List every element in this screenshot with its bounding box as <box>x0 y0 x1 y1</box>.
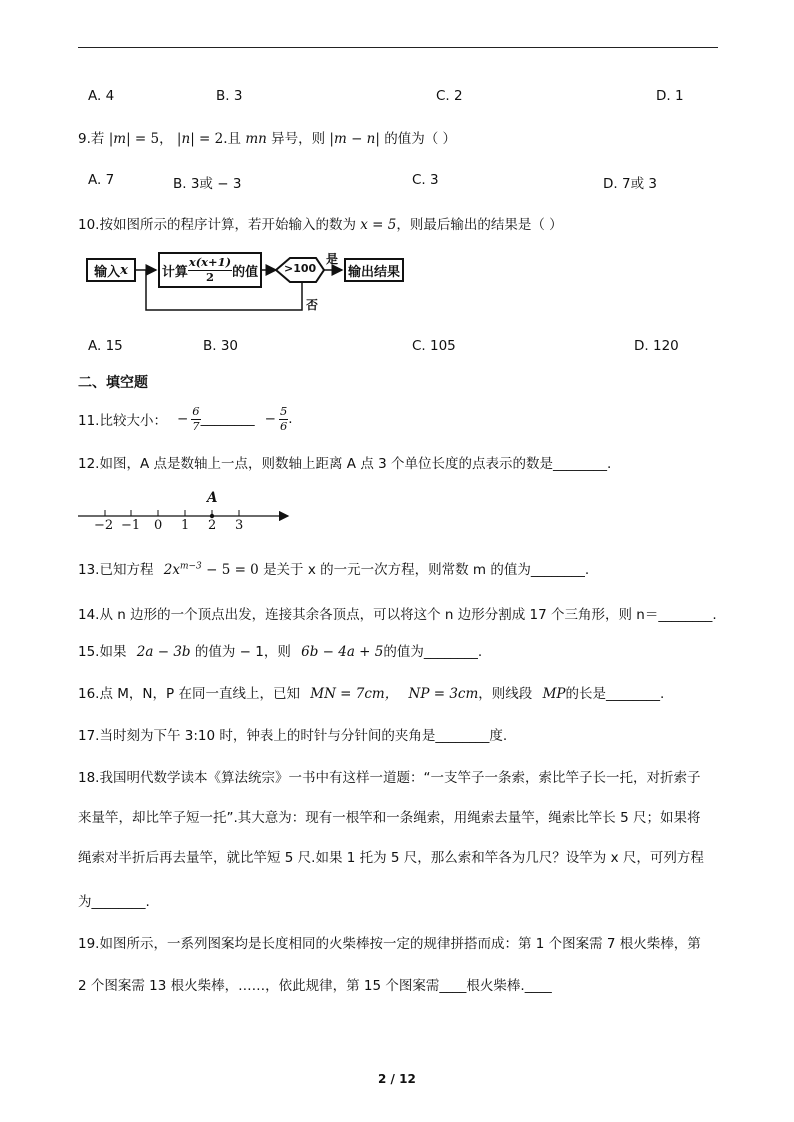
q10-option-b[interactable]: B. 30 <box>203 338 239 354</box>
header-rule <box>78 47 718 48</box>
q10-stem: 10.按如图所示的程序计算，若开始输入的数为 x = 5，则最后输出的结果是（ ） <box>78 217 563 233</box>
tick-label-neg1: −1 <box>121 518 141 533</box>
tick-label-2: 2 <box>208 518 217 533</box>
q8-option-b[interactable]: B. 3 <box>216 88 243 104</box>
section-title-fill-in: 二、填空题 <box>78 375 148 391</box>
q12-stem: 12.如图，A 点是数轴上一点，则数轴上距离 A 点 3 个单位长度的点表示的数是________. <box>78 456 612 472</box>
q18-line-2: 来量竿，却比竿子短一托”.其大意为：现有一根竿和一条绳索，用绳索去量竿，绳索比竿长 5 尺；如果将 <box>78 810 701 826</box>
q15-stem: 15.如果 2a − 3b 的值为 − 1，则 6b − 4a + 5的值为________. <box>78 644 483 660</box>
q8-option-d[interactable]: D. 1 <box>656 88 684 104</box>
q10-flowchart <box>86 252 406 316</box>
q13-stem: 13.已知方程 $2x^{m-3} - 5 = 0$ 是关于 x 的一元一次方程，则常数 m 的值为________. <box>78 561 590 578</box>
q10-option-a[interactable]: A. 15 <box>88 338 123 354</box>
q10-option-c[interactable]: C. 105 <box>412 338 456 354</box>
flow-calc-box: 计算 $\frac{x(x+1)}{2}$ 的值 <box>158 252 262 288</box>
tick-label-neg2: −2 <box>94 518 114 533</box>
tick-label-0: 0 <box>154 518 163 533</box>
q9-option-c[interactable]: C. 3 <box>412 172 439 188</box>
page-number: 2 / 12 <box>378 1072 416 1086</box>
q10-option-d[interactable]: D. 120 <box>634 338 679 354</box>
q18-line-3: 绳索对半折后再去量竿，就比竿短 5 尺.如果 1 托为 5 尺，那么索和竿各为几尺？设竿为 x 尺，可列方程 <box>78 850 704 866</box>
q8-option-c[interactable]: C. 2 <box>436 88 463 104</box>
q11-stem: 11.比较大小： − $\frac{6}{7}$ ________ − $\frac{5}{6}$ . <box>78 404 293 433</box>
q9-option-b[interactable]: B. 3或 − 3 <box>173 176 242 192</box>
flow-fraction: $\frac{x(x+1)}{2}$ <box>188 255 232 284</box>
q12-number-line <box>78 490 293 536</box>
q9-stem: 9.若 |m| = 5， |n| = 2.且 mn 异号，则 |m − n| 的值为（ ） <box>78 131 457 147</box>
tick-label-3: 3 <box>235 518 244 533</box>
q19-line-1: 19.如图所示，一系列图案均是长度相同的火柴棒按一定的规律拼搭而成：第 1 个图案需 7 根火柴棒，第 <box>78 936 701 952</box>
flow-no-label: 否 <box>306 298 319 312</box>
flow-yes-label: 是 <box>326 252 339 266</box>
flow-condition: >100 <box>284 262 317 275</box>
q14-stem: 14.从 n 边形的一个顶点出发，连接其余各顶点，可以将这个 n 边形分割成 17 个三角形，则 n＝________. <box>78 607 717 623</box>
tick-label-1: 1 <box>181 518 190 533</box>
q17-stem: 17.当时刻为下午 3:10 时，钟表上的时针与分针间的夹角是________度. <box>78 728 508 744</box>
q9-option-a[interactable]: A. 7 <box>88 172 115 188</box>
flow-output-box: 输出结果 <box>344 258 404 282</box>
q16-stem: 16.点 M，N，P 在同一直线上，已知 MN = 7cm， NP = 3cm，则线段 MP的长是________. <box>78 686 665 702</box>
q18-line-4: 为________. <box>78 894 150 910</box>
q11-blank[interactable]: ________ <box>200 411 255 427</box>
q19-line-2: 2 个图案需 13 根火柴棒，……，依此规律，第 15 个图案需____根火柴棒.____ <box>78 978 552 994</box>
q8-option-a[interactable]: A. 4 <box>88 88 115 104</box>
q11-fraction-1: $\frac{6}{7}$ <box>192 404 200 433</box>
q11-fraction-2: $\frac{5}{6}$ <box>279 404 288 433</box>
number-line-point-a: A <box>207 490 218 506</box>
q9-option-d[interactable]: D. 7或 3 <box>603 176 657 192</box>
q18-line-1: 18.我国明代数学读本《算法统宗》一书中有这样一道题：“一支竿子一条索，索比竿子长一托，对折索子 <box>78 770 701 786</box>
flow-input-box: 输入 x <box>86 258 136 282</box>
